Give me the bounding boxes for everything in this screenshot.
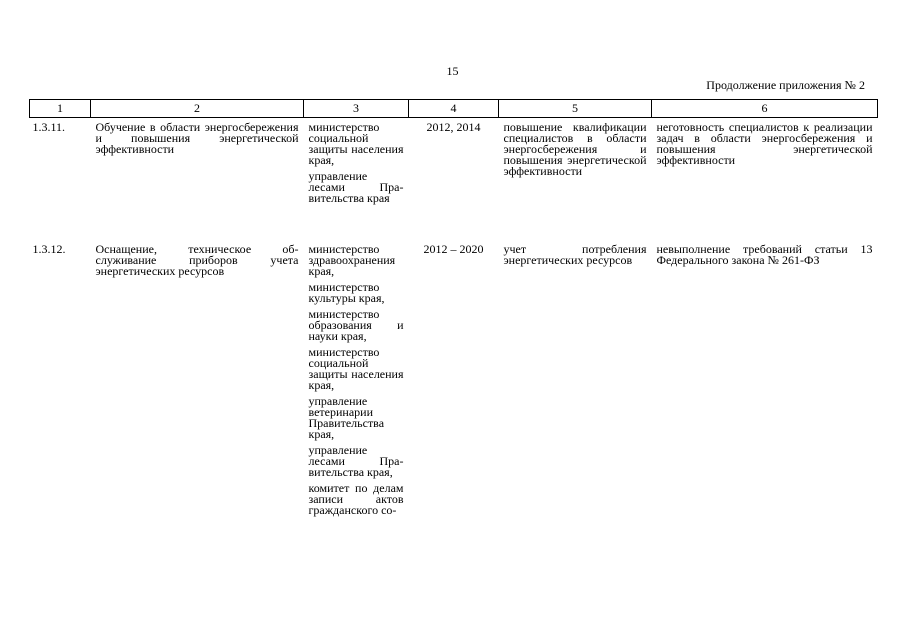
executors-cell: [304, 240, 409, 516]
executor: управление лесами Правительства края,: [308, 442, 404, 479]
table-row: [30, 118, 878, 240]
executor: министерство культуры края,: [308, 279, 385, 305]
measure-name: Оснащение, техническое обслуживание приборов учета энергетических ресурсов: [95, 241, 299, 278]
measure-name: Обучение в области энергосбережения и повышения энергетической эффективности: [95, 120, 299, 156]
column-number: 2: [91, 100, 304, 118]
executor: министерство образования и науки края,: [308, 306, 404, 343]
executor: министерство здравоохранения края,: [308, 241, 396, 278]
executor: министерство социальной защиты населения края,: [308, 344, 404, 392]
appendix-table: [29, 99, 878, 516]
column-number-row: [30, 100, 878, 118]
table-row: [30, 240, 878, 516]
executors-cell: [304, 118, 409, 240]
column-number: 6: [652, 100, 878, 118]
column-number: 3: [304, 100, 409, 118]
period: 2012, 2014: [426, 120, 481, 134]
continuation-title: Продолжение приложения № 2: [706, 78, 865, 92]
executor: министерство социальной защиты населения края,: [308, 120, 404, 167]
item-number: 1.3.12.: [32, 241, 66, 256]
period: 2012 – 2020: [423, 241, 484, 256]
consequence: неготовность специалистов к реализации задач в области энергосбережения и повышения энергетической эффективности: [656, 120, 873, 167]
executor: управление лесами Правительства края: [308, 169, 404, 205]
item-number: 1.3.11.: [32, 120, 66, 134]
column-number: 4: [409, 100, 499, 118]
executor: комитет по делам записи актов гражданского со-: [308, 480, 404, 517]
expected-result: учет потребления энергетических ресурсов: [503, 241, 647, 267]
page-number: 15: [446, 64, 459, 78]
column-number: 1: [30, 100, 91, 118]
column-number: 5: [499, 100, 652, 118]
consequence: невыполнение требований статьи 13 Федерального закона № 261-ФЗ: [656, 241, 873, 267]
executor: управление ветеринарии Правительства края,: [308, 393, 385, 441]
expected-result: повышение квалификации специалистов в области энергосбережения и повышения энергетической эффективности: [503, 120, 647, 178]
